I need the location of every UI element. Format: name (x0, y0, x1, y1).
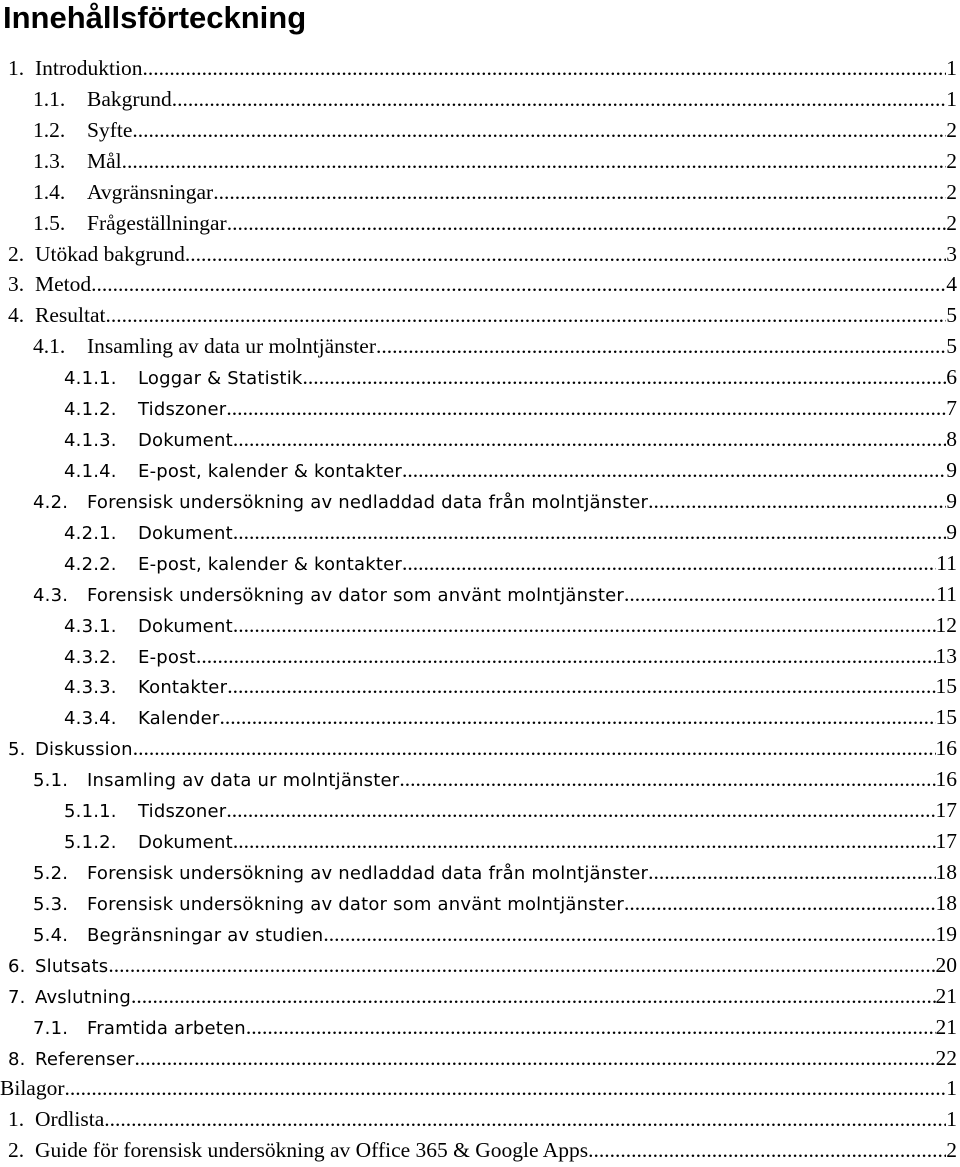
toc-entry[interactable] (0, 919, 960, 950)
toc-entry-number: 1.5. (33, 210, 66, 235)
dot-leader (65, 1073, 947, 1104)
toc-entry[interactable] (0, 1104, 960, 1135)
toc-entry-label: Dokument (138, 522, 233, 544)
toc-entry-label: E-post, kalender & kontakter (138, 460, 403, 482)
toc-list (0, 53, 960, 1166)
toc-entry-label: E-post, kalender & kontakter (138, 553, 403, 575)
toc-entry-page-number: 18 (935, 890, 957, 915)
toc-entry-number: 7. (8, 986, 26, 1008)
dot-leader (624, 579, 936, 610)
toc-entry-page-number: 9 (946, 488, 957, 513)
toc-entry-page-number: 9 (946, 519, 957, 544)
toc-entry-label: Forensisk undersökning av nedladdad data från molntjänster (87, 862, 649, 884)
toc-heading: Innehållsförteckning (3, 0, 307, 35)
toc-entry[interactable] (0, 1073, 960, 1104)
toc-entry-label: Avgränsningar (87, 179, 214, 204)
dot-leader (402, 455, 946, 486)
toc-entry[interactable] (0, 455, 960, 486)
toc-entry[interactable] (0, 702, 960, 733)
toc-entry-page-number: 11 (936, 581, 957, 606)
dot-leader (132, 115, 946, 146)
dot-leader (227, 671, 935, 702)
dot-leader (226, 393, 946, 424)
toc-entry-page-number: 11 (936, 550, 957, 575)
dot-leader (131, 981, 936, 1012)
toc-entry-page-number: 5 (946, 303, 957, 328)
toc-entry-number: 5.1.1. (64, 801, 117, 823)
toc-entry[interactable] (0, 579, 960, 610)
dot-leader (104, 1104, 946, 1135)
toc-entry-page-number: 6 (946, 365, 957, 390)
toc-entry-number: 1. (8, 56, 25, 80)
dot-leader (624, 888, 936, 919)
toc-entry[interactable] (0, 857, 960, 888)
toc-entry-page-number: 17 (935, 829, 957, 854)
dot-leader (135, 1043, 936, 1074)
dot-leader (399, 764, 935, 795)
toc-entry-number: 4.2.2. (64, 553, 117, 575)
toc-entry[interactable] (0, 53, 960, 84)
toc-entry-page-number: 2 (946, 148, 957, 173)
dot-leader (172, 84, 946, 115)
toc-entry-page-number: 15 (935, 705, 957, 730)
toc-entry-label: Tidszoner (138, 801, 227, 823)
toc-entry-page-number: 1 (946, 56, 957, 80)
toc-entry-number: 7.1. (33, 1017, 69, 1039)
toc-entry-label: Framtida arbeten (87, 1017, 246, 1039)
toc-entry-label: Syfte (87, 117, 133, 142)
dot-leader (122, 146, 947, 177)
toc-entry-number: 4.1.3. (64, 430, 117, 452)
dot-leader (213, 177, 946, 208)
dot-leader (105, 300, 946, 331)
toc-entry-page-number: 12 (935, 612, 957, 637)
toc-entry-page-number: 1 (946, 1076, 957, 1101)
toc-entry-number: 4.1.2. (64, 399, 117, 421)
toc-entry-number: 4.3. (33, 584, 69, 606)
toc-entry-number: 4.1. (33, 334, 66, 359)
toc-entry-label: Forensisk undersökning av dator som använt molntjänster (87, 893, 624, 915)
toc-entry[interactable] (0, 208, 960, 239)
toc-entry-page-number: 17 (935, 798, 957, 823)
dot-leader (402, 548, 936, 579)
dot-leader (233, 424, 946, 455)
dot-leader (91, 269, 946, 300)
toc-entry[interactable] (0, 1043, 960, 1074)
dot-leader (185, 239, 946, 270)
toc-entry-number: 4.2. (33, 491, 69, 513)
toc-entry[interactable] (0, 795, 960, 826)
toc-entry-label: Kalender (138, 708, 220, 730)
toc-entry-number: 5.1. (33, 770, 69, 792)
toc-entry-label: Insamling av data ur molntjänster (87, 334, 376, 359)
toc-entry[interactable] (0, 888, 960, 919)
toc-entry[interactable] (0, 115, 960, 146)
toc-entry-label: E-post (138, 646, 196, 668)
toc-entry-label: Loggar & Statistik (138, 368, 303, 390)
toc-entry-number: 8. (8, 1048, 26, 1070)
toc-entry-page-number: 3 (946, 241, 957, 266)
toc-entry-label: Ordlista (35, 1107, 105, 1132)
toc-entry-page-number: 5 (946, 334, 957, 359)
dot-leader (108, 950, 935, 981)
toc-entry[interactable] (0, 146, 960, 177)
dot-leader (143, 53, 947, 84)
dot-leader (233, 610, 936, 641)
toc-entry-page-number: 2 (946, 117, 957, 142)
toc-entry-page-number: 8 (946, 427, 957, 452)
toc-entry[interactable] (0, 733, 960, 764)
toc-entry-number: 5. (8, 739, 26, 761)
toc-entry-page-number: 2 (946, 210, 957, 235)
dot-leader (323, 919, 935, 950)
toc-entry-label: Utökad bakgrund (35, 241, 185, 266)
toc-entry-label: Avslutning (35, 986, 131, 1008)
toc-entry-label: Begränsningar av studien (87, 924, 324, 946)
toc-entry-number: 2. (8, 1138, 25, 1163)
dot-leader (648, 857, 935, 888)
toc-entry-number: 2. (8, 241, 25, 266)
toc-entry-page-number: 20 (935, 952, 957, 977)
toc-entry-label: Kontakter (138, 677, 228, 699)
dot-leader (227, 208, 947, 239)
toc-entry[interactable] (0, 548, 960, 579)
toc-entry-page-number: 1 (946, 86, 957, 111)
toc-entry-label: Bilagor (0, 1076, 65, 1101)
toc-entry-number: 4.2.1. (64, 522, 117, 544)
toc-entry[interactable] (0, 331, 960, 362)
dot-leader (220, 702, 936, 733)
toc-entry[interactable] (0, 517, 960, 548)
toc-entry-page-number: 2 (946, 179, 957, 204)
toc-entry-number: 1.1. (33, 86, 66, 111)
toc-entry[interactable] (0, 269, 960, 300)
dot-leader (233, 517, 946, 548)
toc-entry-number: 5.4. (33, 924, 69, 946)
dot-leader (133, 733, 936, 764)
toc-entry-number: 4.3.4. (64, 708, 117, 730)
toc-entry[interactable] (0, 1012, 960, 1043)
toc-entry-page-number: 2 (946, 1138, 957, 1163)
toc-entry[interactable] (0, 424, 960, 455)
toc-entry-number: 5.2. (33, 862, 69, 884)
toc-entry-number: 6. (8, 955, 26, 977)
toc-entry-label: Resultat (35, 303, 106, 328)
toc-entry-page-number: 16 (935, 736, 957, 761)
dot-leader (246, 1012, 936, 1043)
toc-entry[interactable] (0, 950, 960, 981)
dot-leader (648, 486, 946, 517)
toc-entry-number: 4.1.4. (64, 460, 117, 482)
toc-entry-number: 4. (8, 303, 25, 328)
toc-entry-label: Bakgrund (87, 86, 172, 111)
toc-entry-page-number: 15 (935, 674, 957, 699)
toc-entry-page-number: 19 (935, 921, 957, 946)
toc-entry-label: Forensisk undersökning av dator som använt molntjänster (87, 584, 624, 606)
dot-leader (303, 362, 947, 393)
toc-entry-number: 5.1.2. (64, 832, 117, 854)
toc-entry[interactable] (0, 641, 960, 672)
toc-entry-label: Insamling av data ur molntjänster (87, 770, 400, 792)
toc-entry[interactable] (0, 610, 960, 641)
toc-entry[interactable] (0, 981, 960, 1012)
toc-entry-page-number: 16 (935, 767, 957, 792)
dot-leader (376, 331, 946, 362)
dot-leader (588, 1135, 946, 1166)
toc-entry[interactable] (0, 671, 960, 702)
toc-entry-number: 1.3. (33, 148, 66, 173)
dot-leader (233, 826, 936, 857)
toc-entry-page-number: 21 (935, 1014, 957, 1039)
toc-entry[interactable] (0, 84, 960, 115)
toc-entry-page-number: 9 (946, 457, 957, 482)
toc-entry-number: 4.3.2. (64, 646, 117, 668)
toc-entry-label: Diskussion (35, 739, 133, 761)
dot-leader (226, 795, 935, 826)
toc-entry-label: Introduktion (35, 56, 143, 80)
toc-entry-number: 1.4. (33, 179, 66, 204)
toc-entry[interactable] (0, 177, 960, 208)
toc-entry-page-number: 13 (935, 643, 957, 668)
toc-entry-page-number: 1 (946, 1107, 957, 1132)
toc-entry-label: Dokument (138, 430, 233, 452)
toc-entry[interactable] (0, 1135, 960, 1166)
dot-leader (196, 641, 936, 672)
toc-entry-number: 3. (8, 272, 25, 297)
toc-entry-label: Referenser (35, 1048, 135, 1070)
toc-entry-number: 4.1.1. (64, 368, 117, 390)
toc-entry-number: 4.3.3. (64, 677, 117, 699)
toc-entry[interactable] (0, 239, 960, 270)
toc-entry-label: Metod (35, 272, 92, 297)
toc-entry-number: 4.3.1. (64, 615, 117, 637)
toc-entry-page-number: 21 (935, 983, 957, 1008)
toc-entry[interactable] (0, 362, 960, 393)
toc-entry-number: 1.2. (33, 117, 66, 142)
toc-entry-label: Dokument (138, 832, 233, 854)
toc-entry-page-number: 18 (935, 859, 957, 884)
toc-entry-label: Slutsats (35, 955, 109, 977)
toc-entry-number: 5.3. (33, 893, 69, 915)
toc-entry[interactable] (0, 393, 960, 424)
toc-entry-number: 1. (8, 1107, 25, 1132)
toc-entry[interactable] (0, 764, 960, 795)
toc-entry-label: Mål (87, 148, 122, 173)
toc-entry[interactable] (0, 826, 960, 857)
toc-entry-page-number: 7 (946, 396, 957, 421)
toc-entry-page-number: 22 (935, 1045, 957, 1070)
toc-entry-label: Tidszoner (138, 399, 227, 421)
toc-entry-label: Dokument (138, 615, 233, 637)
toc-entry-label: Forensisk undersökning av nedladdad data från molntjänster (87, 491, 649, 513)
toc-entry-page-number: 4 (946, 272, 957, 297)
toc-entry-label: Frågeställningar (87, 210, 227, 235)
toc-entry[interactable] (0, 300, 960, 331)
toc-entry[interactable] (0, 486, 960, 517)
toc-entry-label: Guide för forensisk undersökning av Office 365 & Google Apps (35, 1138, 589, 1163)
